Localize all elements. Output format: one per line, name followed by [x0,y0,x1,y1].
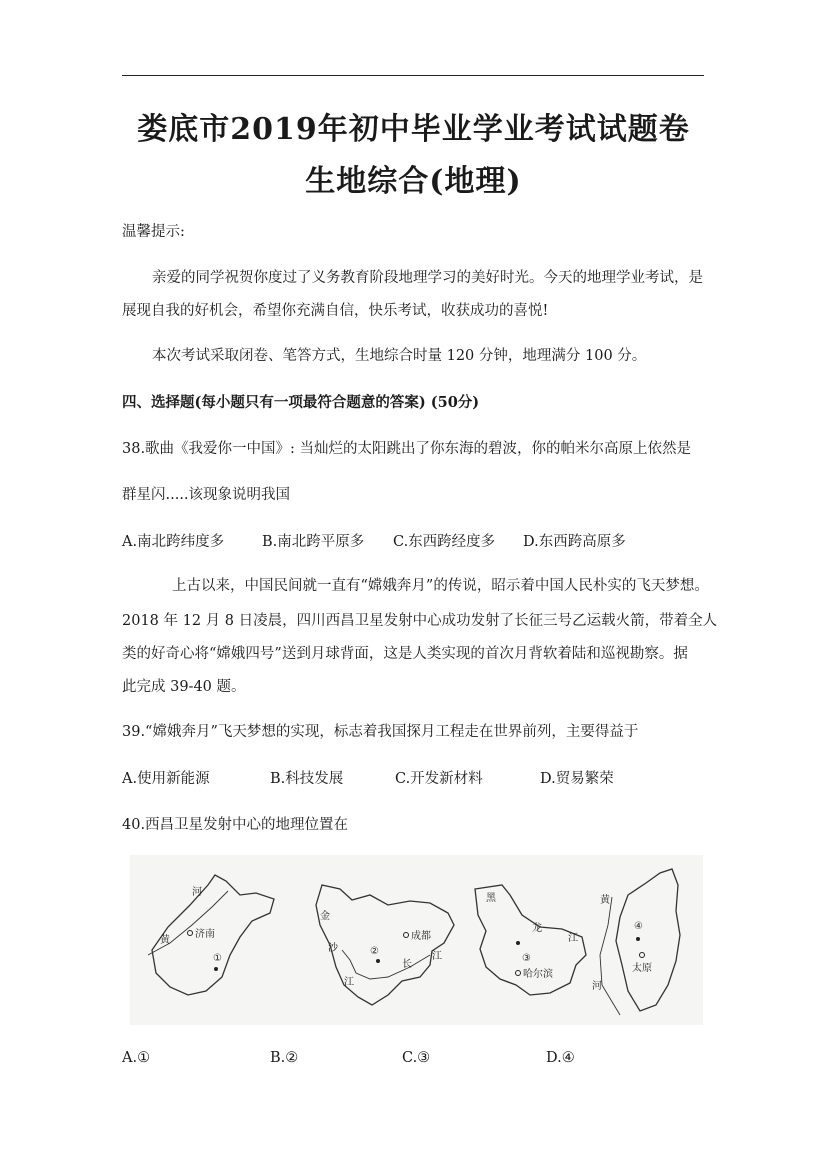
q39-option-d: D.贸易繁荣 [540,771,614,787]
map-label-taiyuan: 太原 [632,963,652,974]
q40-option-c: C.③ [402,1050,431,1066]
passage-line-2: 2018 年 12 月 8 日凌晨，四川西昌卫星发射中心成功发射了长征三号乙运载火箭，带着全人 [122,613,718,629]
map-point-3 [516,941,520,945]
q39-option-c: C.开发新材料 [395,771,483,787]
q40-option-b: B.② [270,1050,299,1066]
map-marker-1: ① [213,953,222,964]
map-label-jiang-1: 江 [344,977,354,988]
q40-stem: 40.西昌卫星发射中心的地理位置在 [122,817,349,833]
map-label-huang-2: 黄 [600,895,610,906]
map-marker-2: ② [370,946,379,957]
q38-option-c: C.东西跨经度多 [393,534,496,550]
map-label-long: 龙 [532,923,542,934]
map-label-jin: 金 [320,911,330,922]
map-marker-3: ③ [522,953,531,964]
q38-stem-line-1: 38.歌曲《我爱你一中国》: 当灿烂的太阳跳出了你东海的碧波，你的帕米尔高原上依然是 [122,441,692,457]
top-rule [122,75,704,76]
passage-line-1: 上古以来，中国民间就一直有“嫦娥奔月”的传说，昭示着中国人民朴实的飞天梦想。 [172,578,709,594]
q39-option-a: A.使用新能源 [122,771,210,787]
q38-option-b: B.南北跨平原多 [262,534,365,550]
map-point-1 [214,967,218,971]
map-label-jinan: 济南 [195,929,215,940]
page-subtitle: 生地综合(地理) [305,164,522,199]
q39-option-b: B.科技发展 [270,771,344,787]
q38-option-d: D.东西跨高原多 [523,534,626,550]
q39-stem: 39.“嫦娥奔月”飞天梦想的实现，标志着我国探月工程走在世界前列，主要得益于 [122,724,639,740]
map-label-chengdu: 成都 [411,931,431,942]
map-point-4 [636,937,640,941]
tips-line-1: 亲爱的同学祝贺你度过了义务教育阶段地理学习的美好时光。今天的地理学业考试，是 [152,270,703,286]
map-label-he-2: 河 [592,981,602,992]
page-title: 娄底市2019年初中毕业学业考试试题卷 [137,112,690,147]
q40-option-a: A.① [122,1050,151,1066]
passage-line-3: 类的好奇心将“嫦娥四号”送到月球背面，这是人类实现的首次月背软着陆和巡视勘察。据 [122,646,688,662]
map-label-harbin: 哈尔滨 [523,969,553,980]
map-point-2 [376,959,380,963]
map-label-jiang-2: 江 [432,951,442,962]
section-heading: 四、选择题(每小题只有一项最符合题意的答案) (50分) [122,394,480,411]
province-map-figure [130,855,703,1025]
passage-line-4: 此完成 39-40 题。 [122,679,246,695]
tips-line-3: 本次考试采取闭卷、笔答方式，生地综合时量 120 分钟，地理满分 100 分。 [152,348,647,364]
q38-option-a: A.南北跨纬度多 [122,534,225,550]
map-label-huang-1: 黄 [160,935,170,946]
map-label-he-1: 河 [192,887,202,898]
map-marker-4: ④ [634,921,643,932]
map-label-jiang-3: 江 [568,933,578,944]
q38-stem-line-2: 群星闪.....该现象说明我国 [122,487,291,503]
q40-option-d: D.④ [546,1050,575,1066]
map-label-sha: 沙 [328,943,338,954]
map-label-hei: 黑 [486,893,496,904]
map-label-chang: 长 [402,959,412,970]
tips-label: 温馨提示: [122,224,185,240]
tips-line-2: 展现自我的好机会，希望你充满自信，快乐考试，收获成功的喜悦! [122,303,549,319]
